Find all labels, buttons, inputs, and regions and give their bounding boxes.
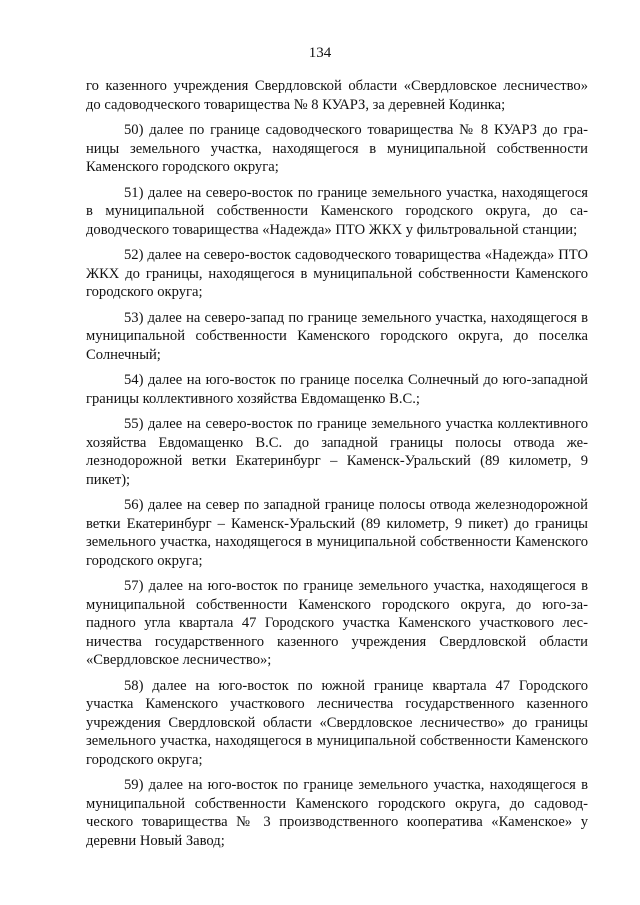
paragraph-item-59: 59) далее на юго-восток по границе земельного участка, находящегося в муниципальной собственности Каменского городского округа, до садоводческого товарищества № 3 производственного кооператива «Каменское» у деревни Новый Завод; — [86, 777, 588, 849]
paragraph-item-56: 56) далее на север по западной границе полосы отвода железнодорожной ветки Екатеринбург – Каменск-Уральский (89 километр, 9 пикет) до границы земельного участка, находящегося в муниципальной собственности Каменского городского округа; — [86, 497, 588, 569]
paragraph-continuation: го казенного учреждения Свердловской области «Свердловское лесничество» до садоводческого товарищества № 8 КУАРЗ, за деревней Кодинка; — [86, 78, 588, 113]
paragraph-item-53: 53) далее на северо-запад по границе земельного участка, находящегося в муниципальной собственности Каменского городского округа, до поселка Солнечный; — [86, 309, 588, 363]
page-number: 134 — [308, 45, 332, 61]
paragraph-item-55: 55) далее на северо-восток по границе земельного участка коллективного хозяйства Евдомащенко В.С. до западной границы полосы отвода железнодорожной ветки Екатеринбург – Каменск-Уральский (89 километр, 9 пикет); — [86, 416, 588, 488]
paragraph-item-51: 51) далее на северо-восток по границе земельного участка, находящегося в муниципальной собственности Каменского городского округа, до садоводческого товарищества «Надежда» ПТО ЖКХ у фильтровальной станции; — [86, 184, 588, 238]
paragraph-item-57: 57) далее на юго-восток по границе земельного участка, находящегося в муниципальной собственности Каменского городского округа, до юго-западного угла квартала 47 Городского участка Каменского участкового лесничества государственного казенного учреждения Свердловской области «Свердловское лесничество»; — [86, 578, 588, 668]
paragraph-item-52: 52) далее на северо-восток садоводческого товарищества «Надежда» ПТО ЖКХ до границы, находящегося в муниципальной собственности Каменского городского округа; — [86, 247, 588, 300]
paragraph-item-54: 54) далее на юго-восток по границе поселка Солнечный до юго-западной границы коллективного хозяйства Евдомащенко В.С.; — [86, 372, 588, 407]
paragraph-item-50: 50) далее по границе садоводческого товарищества № 8 КУАРЗ до границы земельного участка, находящегося в муниципальной собственности Каменского городского округа; — [86, 122, 588, 175]
paragraph-item-58: 58) далее на юго-восток по южной границе квартала 47 Городского участка Каменского участкового лесничества государственного казенного учреждения Свердловской области «Свердловское лесничество» до границы земельного участка, находящегося в муниципальной собственности Каменского городского округа; — [86, 677, 588, 768]
document-body — [86, 77, 588, 857]
